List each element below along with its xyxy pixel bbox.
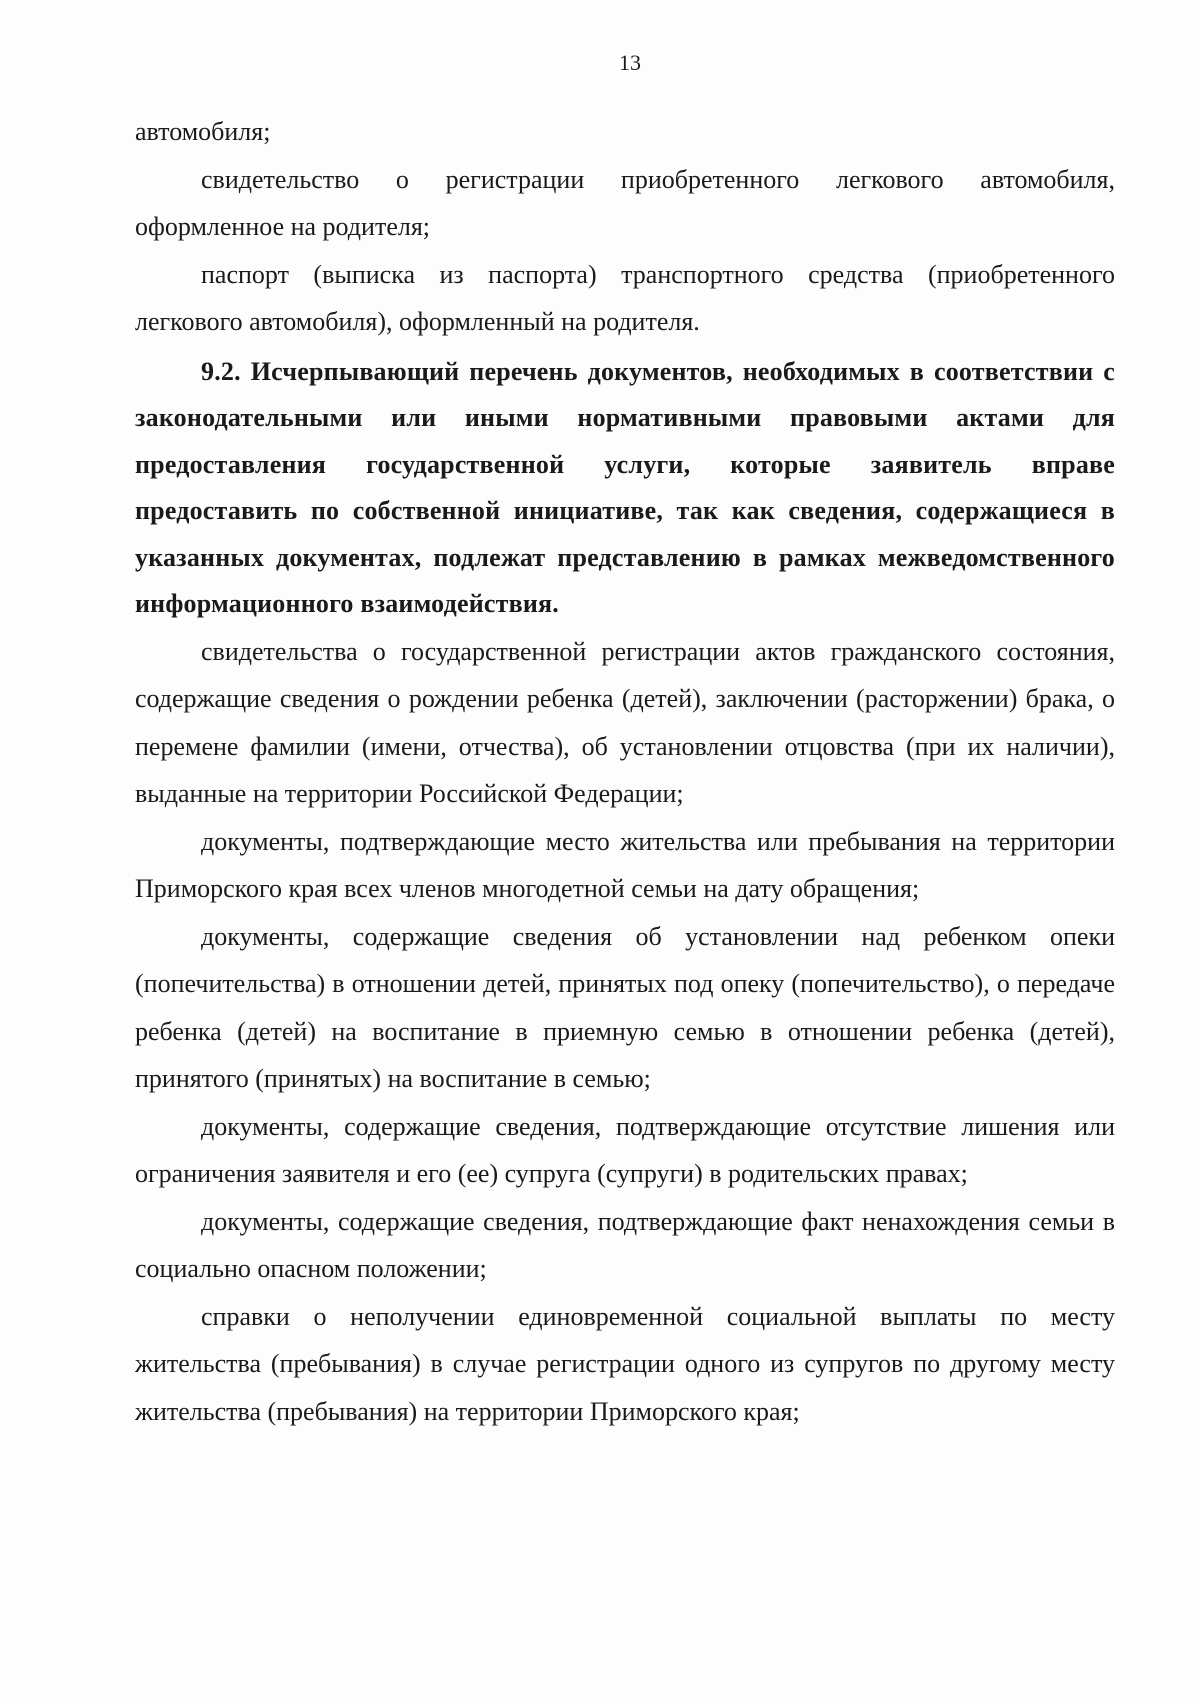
paragraph-continuation: автомобиля; [135, 117, 271, 146]
paragraph-social-payment-certificates: справки о неполучении единовременной социальной выплаты по месту жительства (пребывания) в случае регистрации одного из супругов по другому месту жительства (пребывания) на территории Приморского края; [135, 1301, 1115, 1426]
page-number: 13 [619, 50, 641, 75]
document-body [135, 108, 1115, 1435]
paragraph-registration-certificate: свидетельство о регистрации приобретенного легкового автомобиля, оформленное на родителя; [135, 164, 1115, 241]
section-heading-9-2: 9.2. Исчерпывающий перечень документов, необходимых в соответствии с законодательными или иными нормативными правовыми актами для предоставления государственной услуги, которые заявитель вправе предоставить по собственной инициативе, так как сведения, содержащиеся в указанных документах, подлежат представлению в рамках межведомственного информационного взаимодействия. [135, 356, 1115, 618]
paragraph-social-danger-documents: документы, содержащие сведения, подтверждающие факт ненахождения семьи в социально опасном положении; [135, 1206, 1115, 1283]
paragraph-guardianship-documents: документы, содержащие сведения об установлении над ребенком опеки (попечительства) в отношении детей, принятых под опеку (попечительство), о передаче ребенка (детей) на воспитание в приемную семью в отношении ребенка (детей), принятого (принятых) на воспитание в семью; [135, 921, 1115, 1093]
paragraph-parental-rights-documents: документы, содержащие сведения, подтверждающие отсутствие лишения или ограничения заявителя и его (ее) супруга (супруги) в родительских правах; [135, 1111, 1115, 1188]
paragraph-vehicle-passport: паспорт (выписка из паспорта) транспортного средства (приобретенного легкового автомобиля), оформленный на родителя. [135, 259, 1115, 336]
paragraph-residence-documents: документы, подтверждающие место жительства или пребывания на территории Приморского края всех членов многодетной семьи на дату обращения; [135, 826, 1115, 903]
paragraph-civil-status-acts: свидетельства о государственной регистрации актов гражданского состояния, содержащие сведения о рождении ребенка (детей), заключении (расторжении) брака, о перемене фамилии (имени, отчества), об установлении отцовства (при их наличии), выданные на территории Российской Федерации; [135, 636, 1115, 808]
